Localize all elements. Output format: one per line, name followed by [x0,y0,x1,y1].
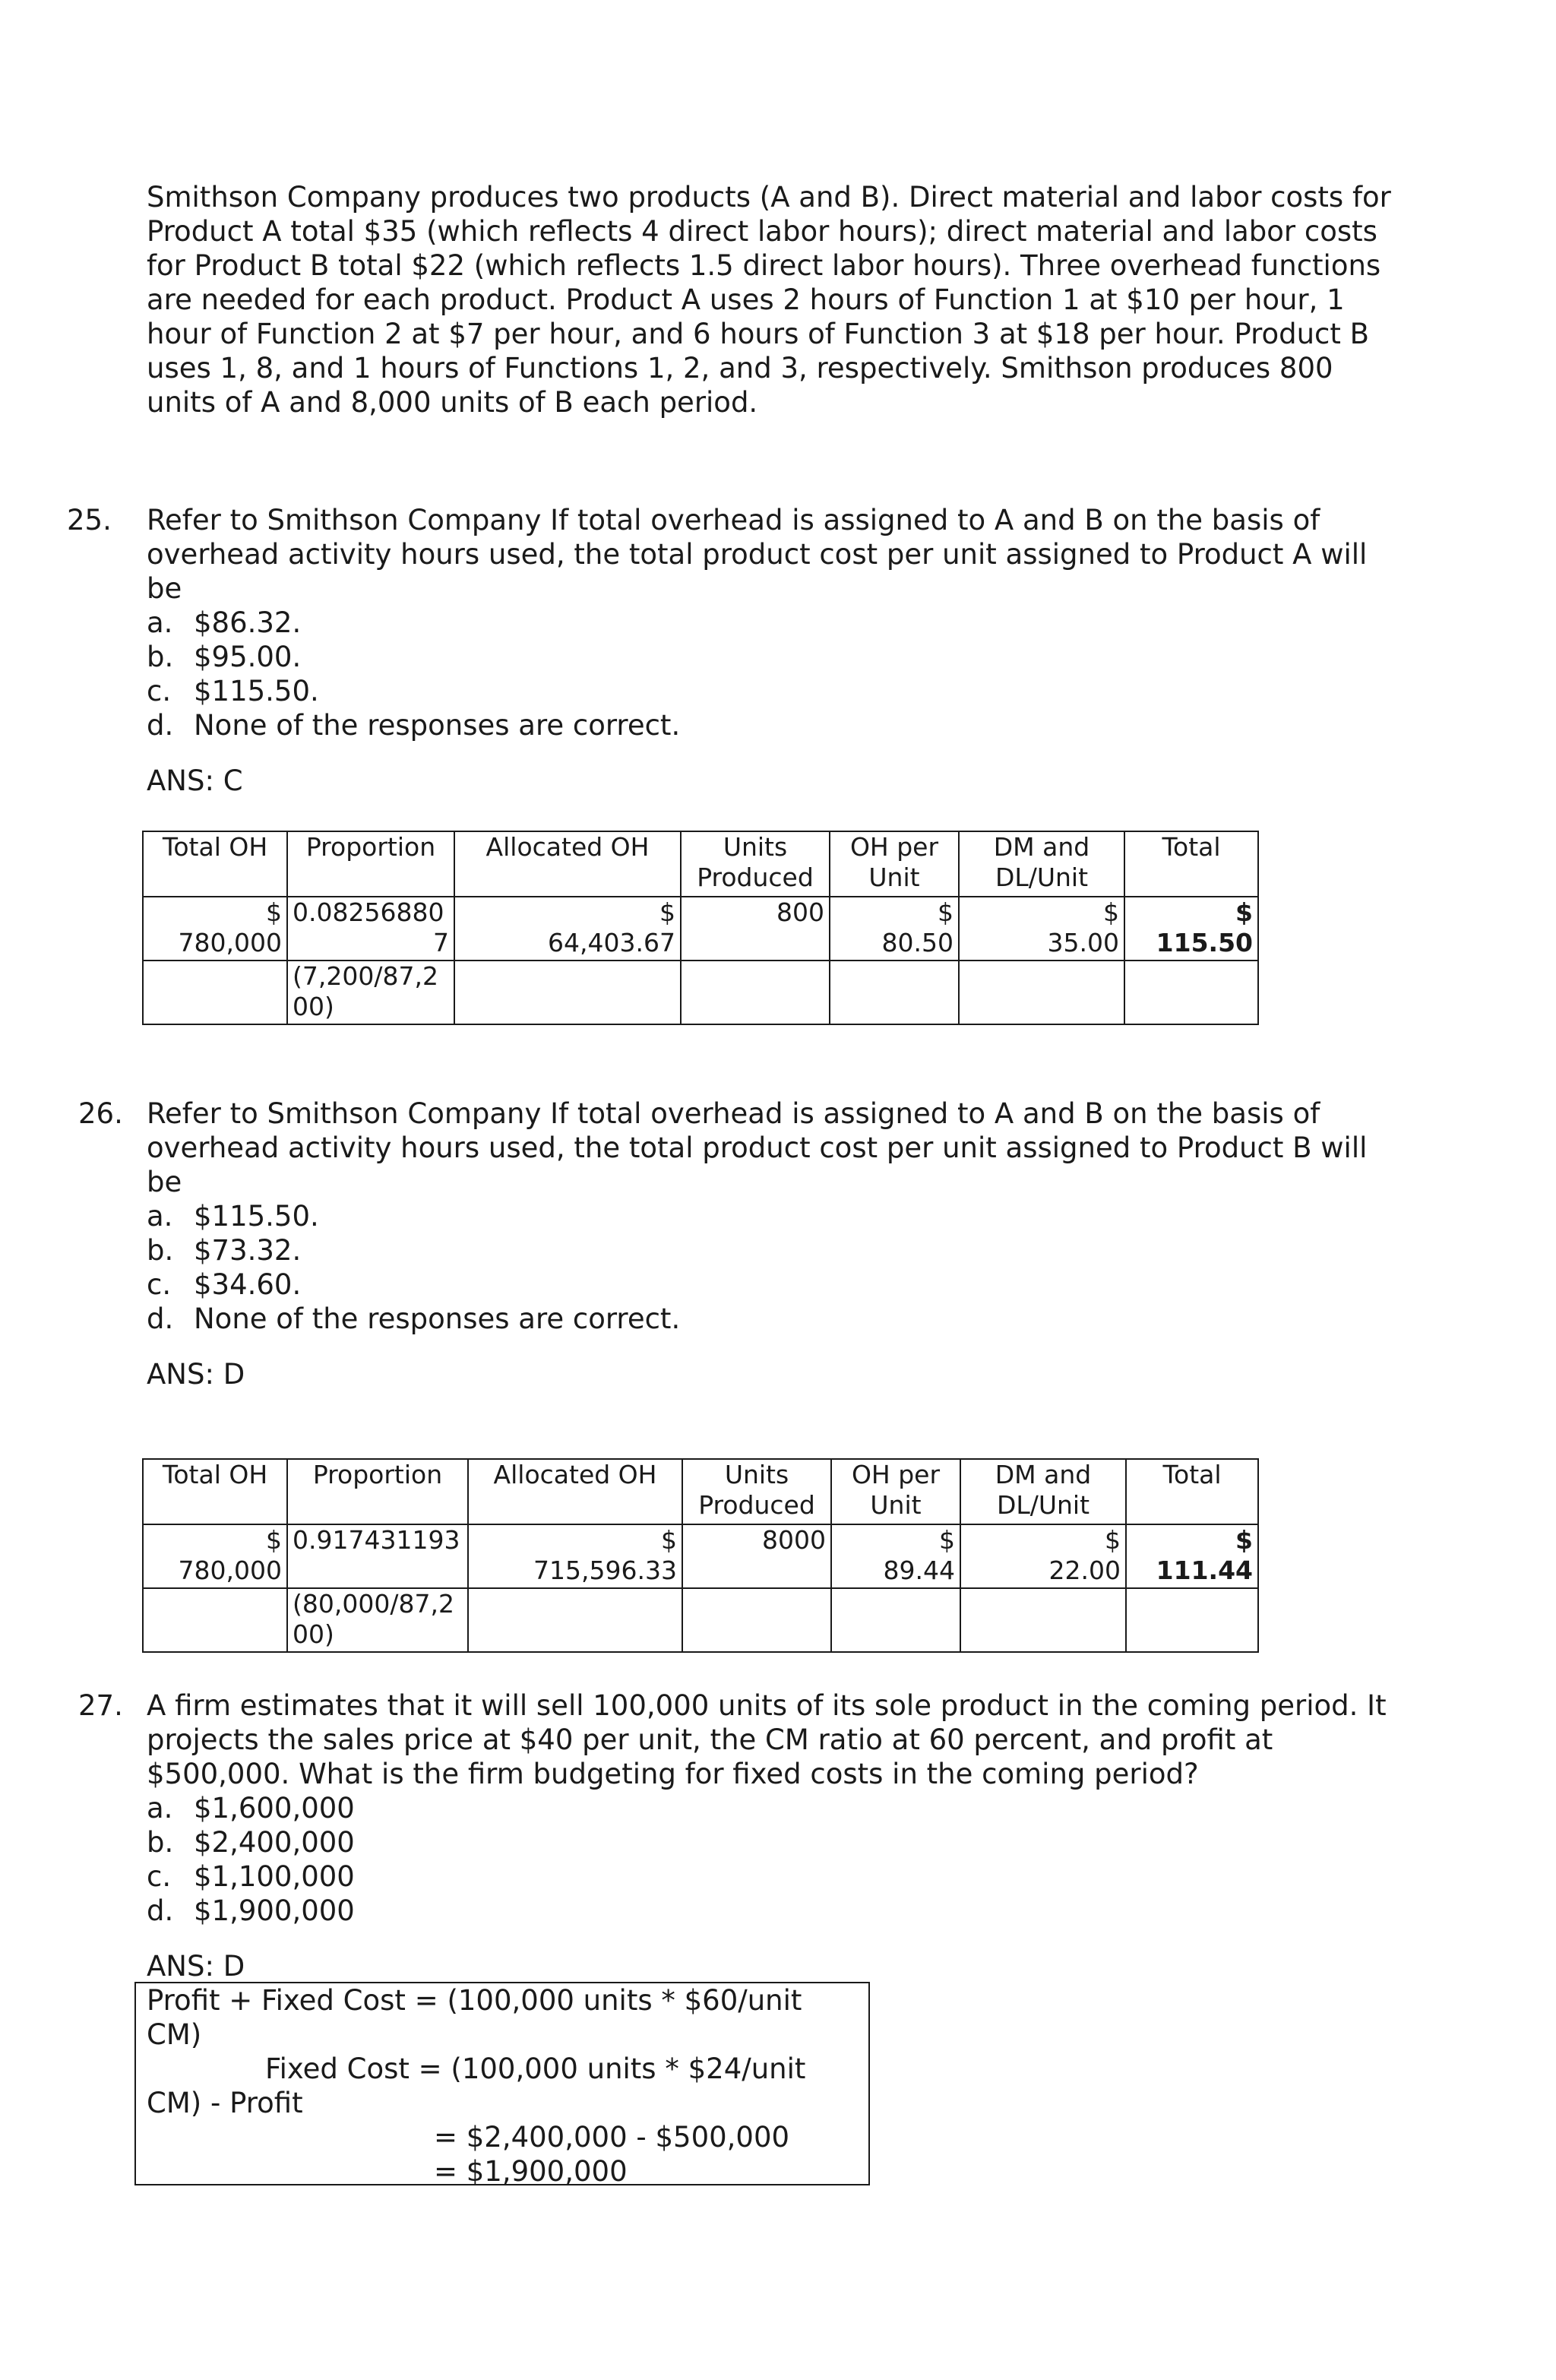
cell-allocated-oh: $ 64,403.67 [454,897,681,961]
header-units-produced: Units Produced [681,831,830,897]
question-text [147,503,1423,606]
table-header-row [143,831,1258,897]
option-a: a. $115.50. [147,1200,319,1233]
header-proportion: Proportion [287,831,454,897]
question-line: be [147,572,182,605]
option-b: b. $73.32. [147,1234,302,1267]
header-total: Total [1124,831,1258,897]
cell-oh-per-unit: $ 89.44 [831,1524,960,1588]
option-d: d. None of the responses are correct. [147,709,681,742]
option-a: a. $1,600,000 [147,1792,355,1825]
option-c: c. $1,100,000 [147,1860,355,1893]
question-line: $500,000. What is the firm budgeting for fixed costs in the coming period? [147,1758,1199,1790]
intro-line: Smithson Company produces two products (A and B). Direct material and labor costs for [147,181,1391,214]
header-proportion: Proportion [287,1459,468,1524]
question-number: 25. [67,504,112,536]
answer-label: ANS: D [147,1358,245,1391]
option-d: d. $1,900,000 [147,1894,355,1927]
table-row [143,1524,1258,1588]
header-total-oh: Total OH [143,1459,287,1524]
intro-line: hour of Function 2 at $7 per hour, and 6 hours of Function 3 at $18 per hour. Product B [147,318,1370,350]
cell-oh-per-unit: $ 80.50 [830,897,959,961]
cell-units-produced: 8000 [682,1524,831,1588]
question-line: overhead activity hours used, the total product cost per unit assigned to Product B will [147,1131,1368,1164]
cell-dm-dl-unit: $ 35.00 [959,897,1124,961]
formula-line: CM) [147,2018,202,2051]
intro-line: units of A and 8,000 units of B each period. [147,386,758,419]
intro-line: for Product B total $22 (which reflects 1.5 direct labor hours). Three overhead functions [147,249,1381,282]
table-row [143,897,1258,961]
cell-total-oh: $ 780,000 [143,1524,287,1588]
cell-proportion: 0.08256880 7 [287,897,454,961]
option-b: b. $95.00. [147,641,302,673]
cell-total-oh: $ 780,000 [143,897,287,961]
formula-box [134,1982,870,2188]
header-total: Total [1126,1459,1258,1524]
question-line: Refer to Smithson Company If total overhead is assigned to A and B on the basis of [147,504,1320,536]
table-header-row [143,1459,1258,1524]
cell-units-produced: 800 [681,897,830,961]
formula-line: Fixed Cost = (100,000 units * $24/unit [265,2052,806,2085]
question-line: overhead activity hours used, the total product cost per unit assigned to Product A will [147,538,1368,571]
intro-line: Product A total $35 (which reflects 4 direct labor hours); direct material and labor costs [147,215,1377,248]
cell-proportion-formula: (7,200/87,2 00) [287,961,454,1024]
calculation-table [142,1458,1259,1653]
option-c: c. $34.60. [147,1268,302,1301]
cell-total: $ 111.44 [1126,1524,1258,1588]
header-dm-dl-unit: DM and DL/Unit [959,831,1124,897]
header-dm-dl-unit: DM and DL/Unit [960,1459,1126,1524]
header-units-produced: Units Produced [682,1459,831,1524]
header-allocated-oh: Allocated OH [468,1459,682,1524]
question-number: 27. [78,1689,123,1722]
header-allocated-oh: Allocated OH [454,831,681,897]
header-oh-per-unit: OH per Unit [831,1459,960,1524]
option-b: b. $2,400,000 [147,1826,355,1859]
cell-proportion: 0.917431193 [287,1524,468,1588]
answer-label: ANS: C [147,764,243,797]
calculation-table [142,831,1259,1025]
intro-line: uses 1, 8, and 1 hours of Functions 1, 2, and 3, respectively. Smithson produces 800 [147,352,1333,385]
intro-paragraph [147,180,1423,419]
question-number: 26. [78,1097,123,1130]
table-row [143,961,1258,1024]
intro-line: are needed for each product. Product A uses 2 hours of Function 1 at $10 per hour, 1 [147,283,1345,316]
question-line: A firm estimates that it will sell 100,000 units of its sole product in the coming period. It [147,1689,1387,1722]
cell-total: $ 115.50 [1124,897,1258,961]
cell-allocated-oh: $ 715,596.33 [468,1524,682,1588]
cell-dm-dl-unit: $ 22.00 [960,1524,1126,1588]
option-d: d. None of the responses are correct. [147,1302,681,1335]
question-text [147,1688,1423,1791]
question-text [147,1097,1423,1199]
question-line: projects the sales price at $40 per unit, the CM ratio at 60 percent, and profit at [147,1723,1273,1756]
formula-line: = $1,900,000 [434,2155,628,2188]
formula-line: = $2,400,000 - $500,000 [434,2121,790,2154]
question-line: be [147,1166,182,1198]
header-oh-per-unit: OH per Unit [830,831,959,897]
question-line: Refer to Smithson Company If total overhead is assigned to A and B on the basis of [147,1097,1320,1130]
option-a: a. $86.32. [147,606,302,639]
formula-line: Profit + Fixed Cost = (100,000 units * $60/unit [147,1984,802,2017]
option-c: c. $115.50. [147,675,319,707]
cell-proportion-formula: (80,000/87,2 00) [287,1588,468,1652]
table-row [143,1588,1258,1652]
header-total-oh: Total OH [143,831,287,897]
answer-label: ANS: D [147,1950,245,1983]
formula-line: CM) - Profit [147,2087,303,2119]
